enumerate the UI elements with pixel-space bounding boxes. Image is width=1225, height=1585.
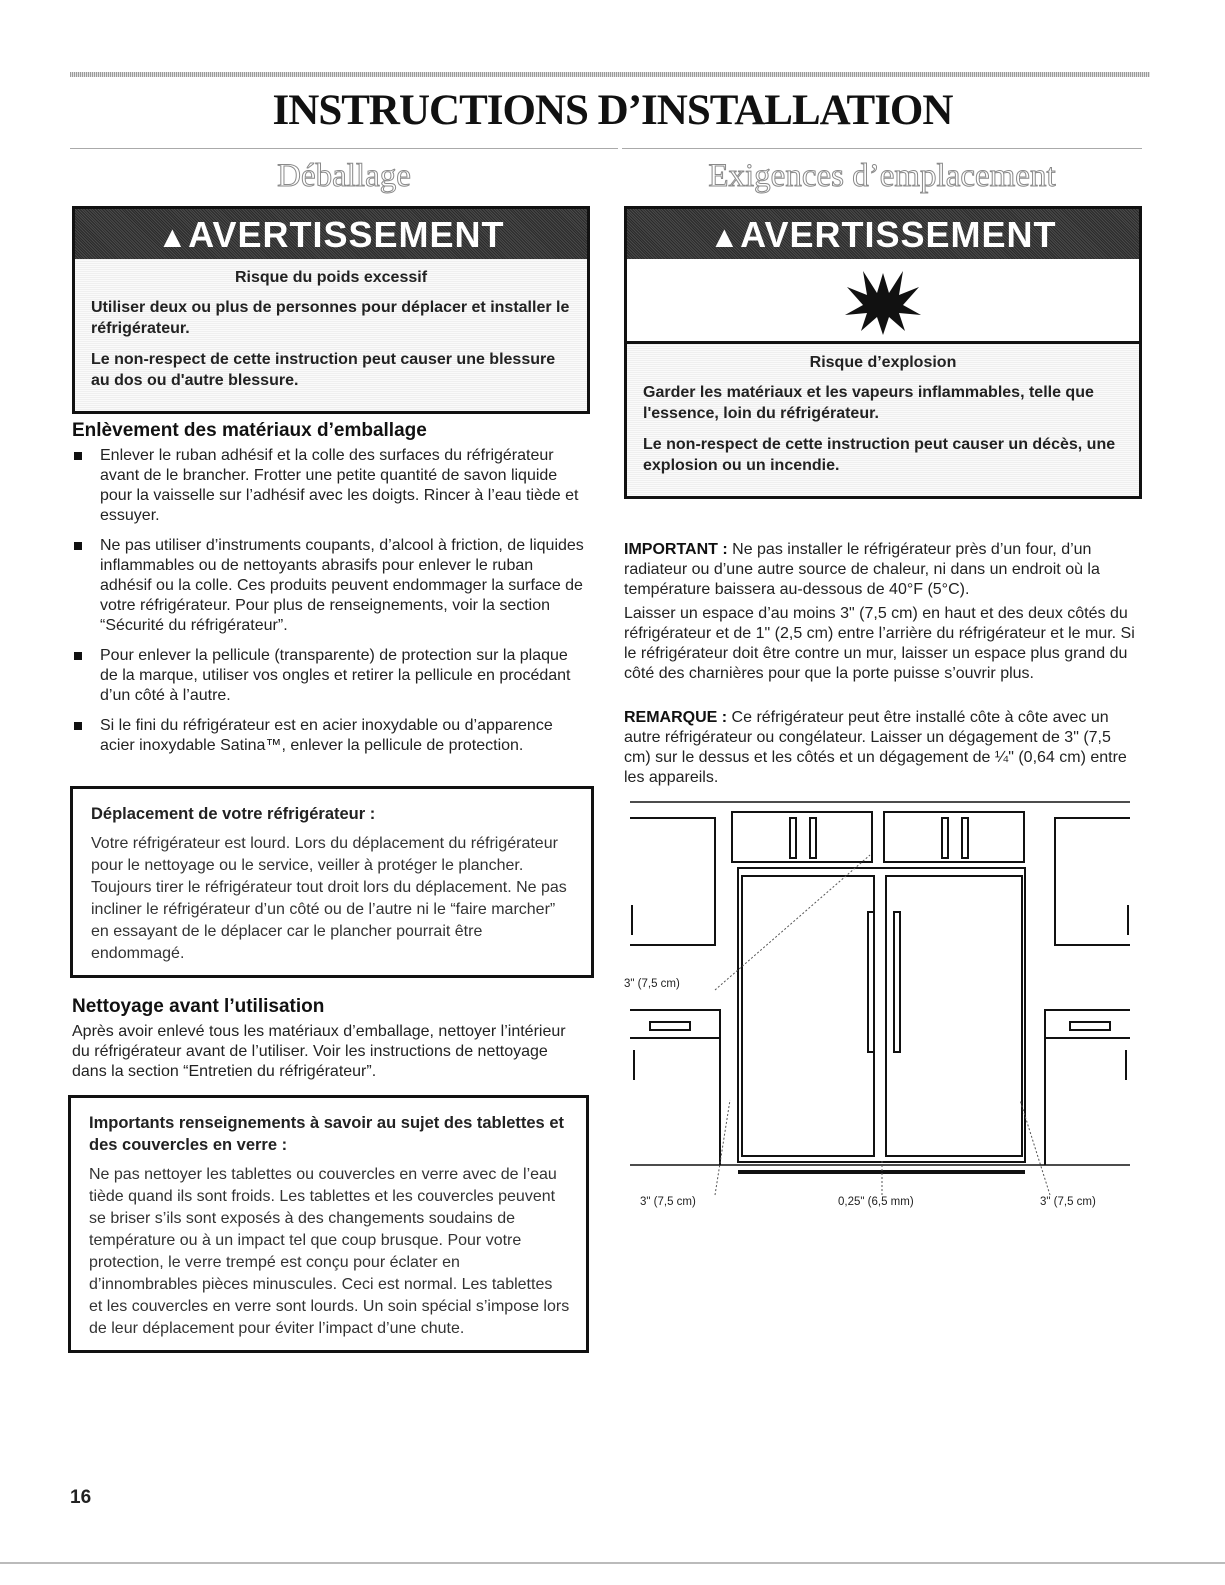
clearance-label-top: 3" (7,5 cm) <box>624 978 680 990</box>
clearance-label-left: 3" (7,5 cm) <box>640 1196 696 1208</box>
warning-banner <box>627 209 1139 259</box>
right-column-rule <box>622 148 1142 149</box>
moving-heading: Déplacement de votre réfrigérateur : <box>91 805 376 823</box>
bullet-icon <box>74 452 82 460</box>
bullet-icon <box>74 722 82 730</box>
left-column-rule <box>70 148 618 149</box>
moving-info-box <box>70 786 594 978</box>
warning-box-weight <box>72 206 590 414</box>
cleaning-text: Après avoir enlevé tous les matériaux d’emballage, nettoyer l’intérieur du réfrigérateur avant de l’utiliser. Voir les instructions de nettoyage dans la section “Entretien du réfrigérateur”. <box>72 1023 566 1080</box>
explosion-icon <box>843 265 923 335</box>
bullet-icon <box>74 652 82 660</box>
list-item: Si le fini du réfrigérateur est en acier inoxydable ou d’apparence acier inoxydable Satina™, enlever la pellicule de protection. <box>72 716 587 756</box>
warning-icon-area <box>627 259 1139 344</box>
warning-line: Utiliser deux ou plus de personnes pour déplacer et installer le réfrigérateur. <box>91 299 570 337</box>
refrigerator-diagram <box>620 800 1140 1220</box>
glass-text: Ne pas nettoyer les tablettes ou couvercles en verre avec de l’eau tiède quand ils sont froids. Les tablettes et les couvercles peuvent se briser s’ils sont exposés à des changements soudains de température ou à un impact tel que coup brusque. Pour votre protection, le verre trempé est conçu pour éclater en d’innombrables pièces minuscules. Ceci est normal. Les tablettes et les couvercles en verre sont lourds. Un soin spécial s’impose lors de leur déplacement pour éviter l’impact d’une chute. <box>89 1166 570 1337</box>
important-paragraph: IMPORTANT : Ne pas installer le réfrigérateur près d’un four, d’un radiateur ou d’une autre source de chaleur, ni dans un endroit où la température baissera au-dessous de 40°F (5°C). <box>624 541 1100 598</box>
warning-subtitle: Risque du poids excessif <box>234 269 428 286</box>
page-title: INSTRUCTIONS D’INSTALLATION <box>272 87 953 134</box>
warning-body <box>627 344 1139 496</box>
top-rule <box>70 72 1150 77</box>
clearance-label-center: 0,25" (6,5 mm) <box>838 1196 914 1208</box>
warning-label: AVERTISSEMENT <box>740 214 1057 255</box>
installation-clearance-diagram <box>620 800 1140 1220</box>
packing-removal-list <box>72 446 587 766</box>
remarque-paragraph: REMARQUE : Ce réfrigérateur peut être installé côte à côte avec un autre réfrigérateur ou congélateur. Laisser un dégagement de 3" (7,5 cm) sur le dessus et les côtés et un dégagement de ¼" (0,64 cm) entre les appareils. <box>624 709 1127 786</box>
moving-text: Votre réfrigérateur est lourd. Lors du déplacement du réfrigérateur pour le nettoyage ou le service, veiller à protéger le plancher. Toujours tirer le réfrigérateur tout droit lors du déplacement. Ne pas incliner le réfrigérateur d’un côté ou de l’autre ni le “faire marcher” en essayant de le déplacer car le plancher pourrait être endommagé. <box>91 835 567 962</box>
list-item: Pour enlever la pellicule (transparente) de protection sur la plaque de la marque, utiliser vos ongles et retirer la pellicule en procédant d’un côté à l’autre. <box>72 646 587 706</box>
warning-box-explosion <box>624 206 1142 499</box>
section-title-location: Exigences d’emplacement <box>708 158 1056 194</box>
bullet-icon <box>74 542 82 550</box>
glass-heading: Importants renseignements à savoir au sujet des tablettes et des couvercles en verre : <box>89 1114 564 1154</box>
list-item: Ne pas utiliser d’instruments coupants, d’alcool à friction, de liquides inflammables ou de nettoyants abrasifs pour enlever le ruban adhésif ou la colle. Ces produits peuvent endommager la surface de votre réfrigérateur. Pour plus de renseignements, voir la section “Sécurité du réfrigérateur”. <box>72 536 587 636</box>
clearance-paragraph: Laisser un espace d’au moins 3" (7,5 cm) en haut et des deux côtés du réfrigérateur et de 1" (2,5 cm) entre l’arrière du réfrigérateur et le mur. Si le réfrigérateur doit être contre un mur, laisser un espace plus grand du côté des charnières pour que la porte puisse s’ouvrir plus. <box>624 605 1135 682</box>
warning-subtitle: Risque d’explosion <box>809 354 957 371</box>
remarque-label: REMARQUE : <box>624 709 728 726</box>
clearance-label-right: 3" (7,5 cm) <box>1040 1196 1096 1208</box>
warning-line: Le non-respect de cette instruction peut causer un décès, une explosion ou un incendie. <box>643 436 1116 474</box>
warning-line: Le non-respect de cette instruction peut causer une blessure au dos ou d'autre blessure. <box>91 351 556 389</box>
list-item: Enlever le ruban adhésif et la colle des surfaces du réfrigérateur avant de le brancher. Frotter une petite quantité de savon liquide pour la vaisselle sur l’adhésif avec les doigts. Rincer à l’eau tiède et essuyer. <box>72 446 587 526</box>
warning-line: Garder les matériaux et les vapeurs inflammables, telle que l'essence, loin du réfrigérateur. <box>643 384 1094 422</box>
heading-cleaning: Nettoyage avant l’utilisation <box>72 996 325 1017</box>
important-label: IMPORTANT : <box>624 541 728 558</box>
warning-triangle-icon: ▲ <box>157 221 189 254</box>
heading-packing-removal: Enlèvement des matériaux d’emballage <box>72 420 427 441</box>
warning-label: AVERTISSEMENT <box>188 214 505 255</box>
warning-body <box>75 259 587 411</box>
section-title-unpacking: Déballage <box>277 158 411 194</box>
glass-info-box <box>68 1095 589 1353</box>
page-number: 16 <box>70 1487 92 1508</box>
warning-triangle-icon: ▲ <box>709 221 741 254</box>
bottom-rule <box>0 1562 1225 1564</box>
warning-banner <box>75 209 587 259</box>
